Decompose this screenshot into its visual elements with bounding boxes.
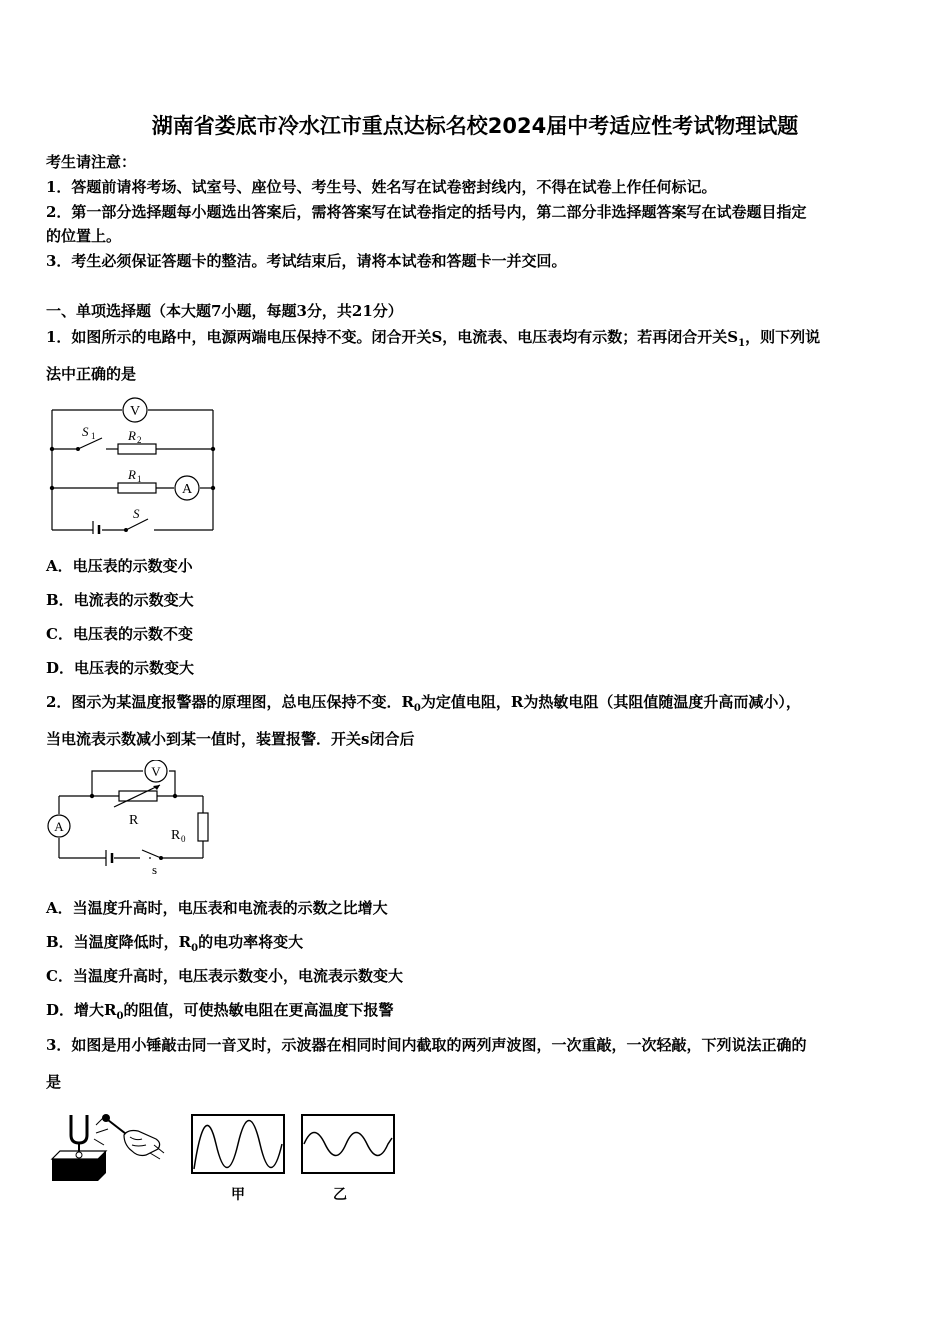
q2-option-c: C．当温度升高时，电压表示数变小，电流表示数变大 (46, 967, 403, 985)
q2-stem-line2: 当电流表示数减小到某一值时，装置报警．开关s闭合后 (46, 730, 415, 748)
q2-option-d-sub: 0 (116, 1011, 124, 1022)
q1-stem-sub: 1 (738, 338, 746, 349)
q2-option-b-sub: 0 (191, 943, 199, 954)
q1-voltmeter-label: V (129, 404, 141, 419)
q1-r1-sub: 1 (137, 474, 142, 484)
q2-switch-label: s (152, 862, 158, 875)
q1-r2-sub: 2 (137, 435, 142, 445)
notice-heading: 考生请注意： (46, 153, 137, 171)
q2-option-d-text-a: D．增大R (46, 1001, 117, 1019)
q1-stem-line2: 法中正确的是 (46, 365, 137, 383)
q1-option-c: C．电压表的示数不变 (46, 625, 193, 643)
notice-item-1: 1．答题前请将考场、试室号、座位号、考生号、姓名写在试卷密封线内，不得在试卷上作任何标记。 (46, 178, 717, 196)
q1-s1-label: S (82, 424, 89, 439)
q2-option-b-text-b: 的电功率将变大 (198, 933, 304, 951)
q1-s1-sub: 1 (91, 431, 96, 441)
label-jia: 甲 (231, 1188, 245, 1203)
q3-figure (46, 1105, 406, 1205)
q2-stem-line1 (46, 692, 801, 719)
q1-circuit-diagram (44, 394, 224, 534)
q2-stem-sub: 0 (413, 703, 421, 714)
q2-circuit-diagram (44, 760, 224, 875)
section-heading: 一、单项选择题（本大题7小题，每题3分，共21分） (46, 302, 403, 320)
q2-r0-sub: 0 (181, 834, 186, 844)
q1-s-label: S (133, 506, 140, 521)
q2-option-d-text-b: 的阻值，可使热敏电阻在更高温度下报警 (123, 1001, 394, 1019)
notice-item-2-cont: 的位置上。 (46, 227, 122, 245)
notice-item-3: 3．考生必须保证答题卡的整洁。考试结束后，请将本试卷和答题卡一并交回。 (46, 252, 567, 270)
q1-stem-text: 1．如图所示的电路中，电源两端电压保持不变。闭合开关S，电流表、电压表均有示数；若再闭合开关S (46, 328, 739, 346)
q2-option-d (46, 999, 393, 1022)
q1-ammeter-label: A (181, 482, 193, 497)
q1-option-a: A．电压表的示数变小 (46, 557, 193, 575)
q1-stem-end: ，则下列说 (745, 328, 821, 346)
label-yi: 乙 (333, 1188, 347, 1203)
notice-item-2: 2．第一部分选择题每小题选出答案后，需将答案写在试卷指定的括号内，第二部分非选择题答案写在试卷题目指定 (46, 203, 807, 221)
q2-voltmeter-label: V (151, 764, 161, 779)
q3-stem-line2: 是 (46, 1073, 62, 1091)
q2-ammeter-label: A (54, 819, 64, 834)
q2-r-label: R (129, 813, 139, 828)
page-title: 湖南省娄底市冷水江市重点达标名校2024届中考适应性考试物理试题 (151, 114, 799, 138)
q1-r2-label: R (128, 428, 136, 443)
tuning-fork-setup (52, 1114, 164, 1181)
q1-option-b: B．电流表的示数变大 (46, 591, 194, 609)
q1-r1-label: R (128, 467, 136, 482)
q2-option-b-text-a: B．当温度降低时，R (46, 933, 192, 951)
q1-option-d: D．电压表的示数变大 (46, 659, 195, 677)
q2-option-b (46, 931, 303, 954)
q1-stem-line1 (46, 327, 820, 354)
q2-stem-text-b: 为定值电阻，R为热敏电阻（其阻值随温度升高而减小）， (420, 693, 801, 711)
q2-stem-text-a: 2．图示为某温度报警器的原理图，总电压保持不变．R (46, 693, 414, 711)
q2-option-a: A．当温度升高时，电压表和电流表的示数之比增大 (46, 899, 388, 917)
q2-r0-label: R (171, 828, 181, 843)
q3-stem-line1: 3．如图是用小锤敲击同一音叉时，示波器在相同时间内截取的两列声波图，一次重敲，一次轻敲，下列说法正确的 (46, 1036, 807, 1054)
